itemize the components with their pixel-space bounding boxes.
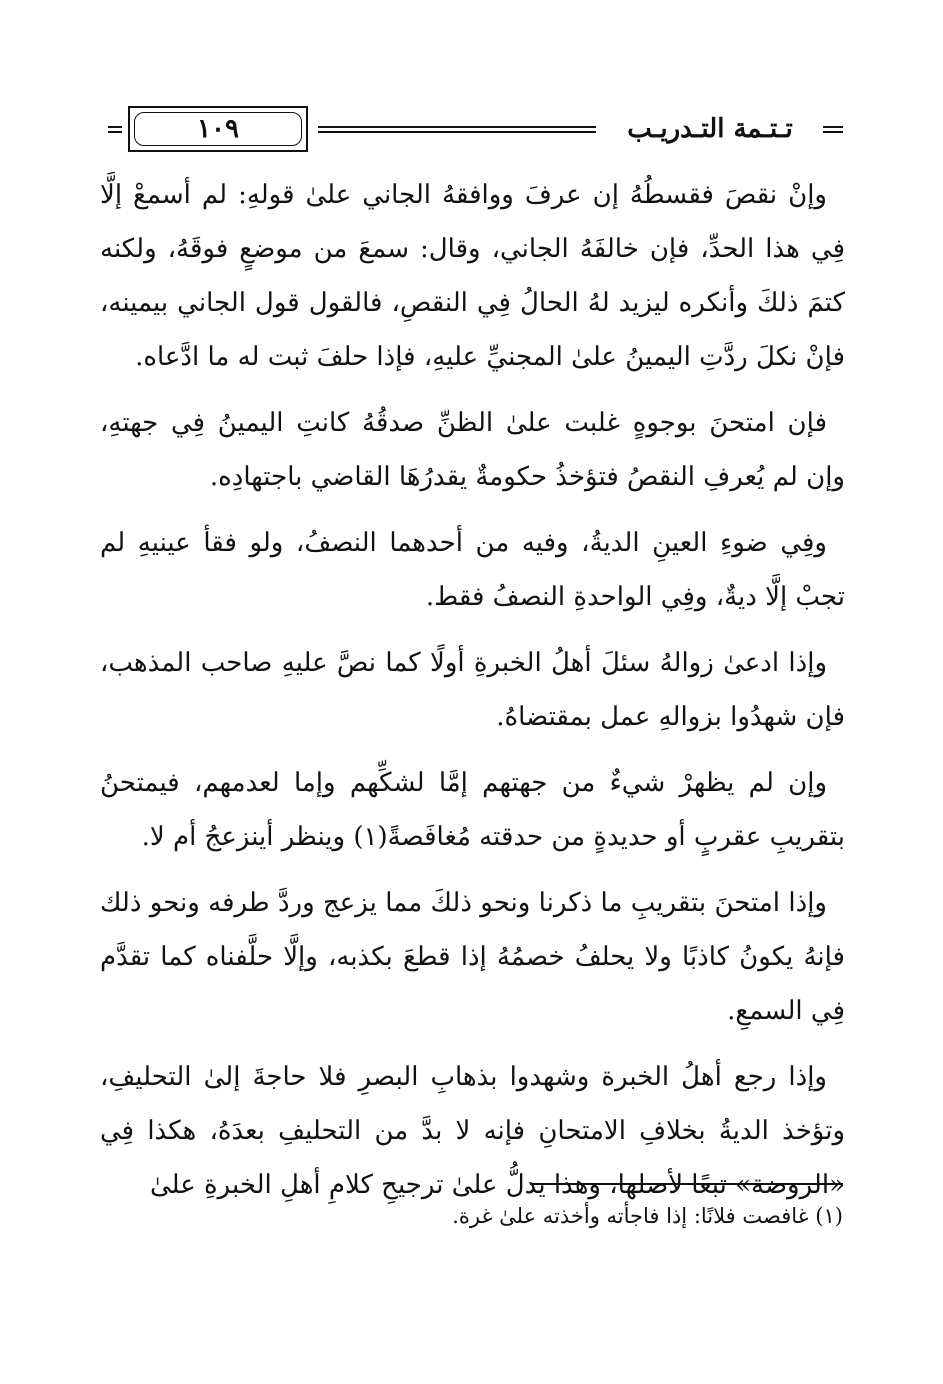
footnote: (١) غافصت فلانًا: إذا فاجأته وأخذته علىٰ غرة. bbox=[452, 1204, 843, 1228]
page-number: ١٠٩ bbox=[134, 112, 302, 146]
paragraph: وإنْ نقصَ فقسطُهُ إن عرفَ ووافقهُ الجاني علىٰ قولهِ: لم أسمعْ إلَّا فِي هذا الحدِّ، فإن خالفَهُ الجاني، وقال: سمعَ من موضعٍ فوقَهُ، ولكنه كتمَ ذلكَ وأنكره ليزيد لهُ الحالُ فِي النقصِ، فالقول قول الجاني بيمينه، فإنْ نكلَ ردَّتِ اليمينُ علىٰ المجنيِّ عليهِ، فإذا حلفَ ثبت له ما ادَّعاه. bbox=[100, 180, 845, 372]
page-number-frame bbox=[128, 106, 308, 152]
header-rule-middle bbox=[318, 126, 596, 133]
paragraph: وإذا ادعىٰ زوالهُ سئلَ أهلُ الخبرةِ أولًا كما نصَّ عليهِ صاحب المذهب، فإن شهدُوا بزوالهِ عمل بمقتضاهُ. bbox=[100, 648, 845, 732]
header-rule-right bbox=[823, 126, 843, 133]
paragraph: فإن امتحنَ بوجوهٍ غلبت علىٰ الظنِّ صدقُهُ كانتِ اليمينُ فِي جهتهِ، وإن لم يُعرفِ النقصُ فتؤخذُ حكومةٌ يقدرُهَا القاضي باجتهادِه. bbox=[100, 408, 845, 492]
paragraph: وفِي ضوءِ العينِ الديةُ، وفيه من أحدهما النصفُ، ولو فقأ عينيهِ لم تجبْ إلَّا ديةٌ، وفِي الواحدةِ النصفُ فقط. bbox=[100, 528, 845, 612]
paragraph: وإذا رجع أهلُ الخبرة وشهدوا بذهابِ البصرِ فلا حاجةَ إلىٰ التحليفِ، وتؤخذ الديةُ بخلافِ الامتحانِ فإنه لا بدَّ من التحليفِ بعدَهُ، هكذا فِي «الروضة» تبعًا لأصلها، وهذا يدلُّ علىٰ ترجيحِ كلامِ أهلِ الخبرةِ علىٰ bbox=[100, 1062, 845, 1200]
body-text bbox=[100, 168, 845, 1224]
paragraph: وإذا امتحنَ بتقريبِ ما ذكرنا ونحو ذلكَ مما يزعج وردَّ طرفه ونحو ذلك فإنهُ يكونُ كاذبًا ولا يحلفُ خصمُهُ إذا قطعَ بكذبه، وإلَّا حلَّفناه كما تقدَّم فِي السمعِ. bbox=[100, 888, 845, 1026]
running-title: تـتـمة التـدريـب bbox=[627, 114, 793, 144]
footnote-divider bbox=[530, 1183, 843, 1185]
page-header bbox=[100, 100, 845, 158]
paragraph: وإن لم يظهرْ شيءٌ من جهتهم إمَّا لشكِّهم وإما لعدمهم، فيمتحنُ بتقريبِ عقربٍ أو حديدةٍ من حدقته مُغافَصةً(١) وينظر أينزعجُ أم لا. bbox=[100, 768, 845, 852]
header-rule-left bbox=[108, 126, 122, 133]
